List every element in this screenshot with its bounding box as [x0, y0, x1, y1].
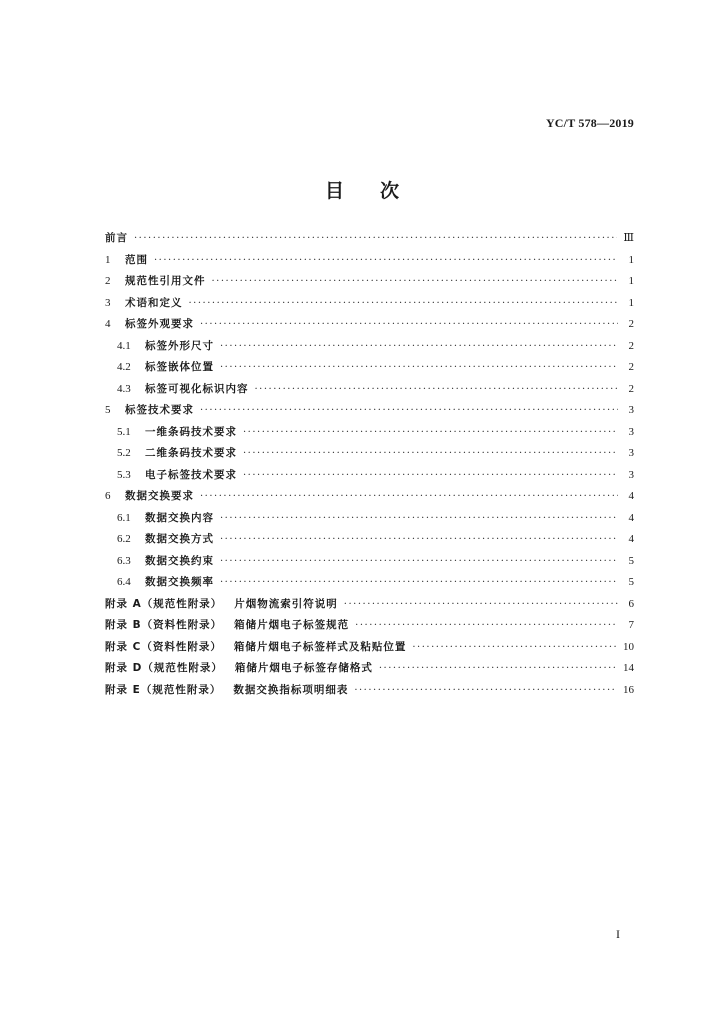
- toc-entry-label: 二维条码技术要求: [145, 447, 237, 459]
- toc-entry-label: 标签外形尺寸: [145, 339, 214, 352]
- toc-entry-page: 2: [628, 361, 634, 373]
- toc-dot-leader: [355, 620, 618, 631]
- toc-entry-label: 一维条码技术要求: [145, 425, 237, 438]
- table-of-contents: [105, 230, 634, 703]
- toc-entry-label: 数据交换指标项明细表: [233, 683, 349, 696]
- toc-entry-number: 1: [105, 253, 111, 266]
- toc-entry-page: 1: [628, 275, 634, 287]
- toc-entry-page: 1: [628, 296, 634, 309]
- toc-entry-appendix-prefix: 附录 C（资料性附录）: [105, 640, 222, 653]
- toc-entry[interactable]: [105, 617, 634, 639]
- toc-dot-leader: [412, 642, 617, 653]
- page-title: 目次: [324, 180, 435, 202]
- toc-entry-page: 10: [623, 640, 634, 653]
- toc-entry-label: 标签外观要求: [125, 318, 194, 330]
- toc-entry-label: 标签技术要求: [125, 404, 194, 416]
- toc-entry-page: 14: [623, 662, 634, 674]
- toc-entry-appendix-prefix: 附录 A（规范性附录）: [105, 597, 223, 610]
- toc-entry-number: 4.3: [117, 382, 131, 395]
- toc-entry[interactable]: [105, 424, 634, 446]
- toc-entry-page: 16: [623, 683, 634, 696]
- toc-dot-leader: [220, 362, 618, 373]
- toc-entry-number: 6.4: [117, 576, 131, 588]
- toc-entry[interactable]: [105, 682, 634, 704]
- toc-entry-number: 4: [105, 318, 111, 330]
- toc-entry[interactable]: [105, 639, 634, 661]
- toc-entry-number: 5.1: [117, 425, 131, 438]
- toc-entry-label: 箱储片烟电子标签样式及粘贴位置: [233, 640, 407, 653]
- toc-entry-number: 6.1: [117, 511, 131, 524]
- toc-entry-number: 3: [105, 296, 111, 309]
- toc-entry-label: 范围: [125, 253, 148, 266]
- toc-entry-number: 5: [105, 404, 111, 416]
- toc-entry-number: 4.2: [117, 361, 131, 373]
- toc-entry-page: 2: [628, 382, 634, 395]
- toc-entry[interactable]: [105, 295, 634, 317]
- toc-dot-leader: [220, 577, 618, 588]
- toc-dot-leader: [243, 470, 618, 481]
- toc-dot-leader: [189, 298, 619, 309]
- toc-entry-label: 数据交换内容: [145, 511, 214, 524]
- toc-entry-label: 箱储片烟电子标签规范: [234, 619, 350, 631]
- toc-entry-number: 6.2: [117, 533, 131, 545]
- toc-entry[interactable]: [105, 596, 634, 618]
- toc-entry-label: 片烟物流索引符说明: [234, 597, 338, 610]
- toc-entry[interactable]: [105, 230, 634, 252]
- toc-entry-label: 标签嵌体位置: [145, 361, 214, 373]
- toc-entry-label: 箱储片烟电子标签存储格式: [234, 662, 373, 674]
- toc-dot-leader: [220, 556, 618, 567]
- toc-entry-label: 前言: [105, 232, 128, 244]
- toc-dot-leader: [354, 685, 617, 696]
- toc-entry[interactable]: [105, 510, 634, 532]
- toc-entry-label: 数据交换方式: [145, 533, 214, 545]
- toc-entry-page: 5: [628, 576, 634, 588]
- toc-dot-leader: [379, 663, 617, 674]
- toc-entry-number: 5.2: [117, 447, 131, 459]
- toc-entry[interactable]: [105, 273, 634, 295]
- toc-entry-number: 4.1: [117, 339, 131, 352]
- toc-entry-number: 2: [105, 275, 111, 287]
- toc-dot-leader: [220, 534, 618, 545]
- toc-dot-leader: [220, 513, 618, 524]
- toc-dot-leader: [243, 448, 618, 459]
- toc-entry-page: 4: [628, 490, 634, 502]
- toc-entry-appendix-prefix: 附录 D（规范性附录）: [105, 662, 223, 674]
- toc-entry-label: 标签可视化标识内容: [145, 382, 249, 395]
- toc-entry[interactable]: [105, 402, 634, 424]
- toc-dot-leader: [200, 405, 618, 416]
- toc-entry[interactable]: [105, 553, 634, 575]
- toc-dot-leader: [344, 599, 618, 610]
- toc-entry[interactable]: [105, 531, 634, 553]
- toc-entry-appendix-prefix: 附录 B（资料性附录）: [105, 619, 223, 631]
- toc-entry-page: 1: [628, 253, 634, 266]
- toc-entry[interactable]: [105, 338, 634, 360]
- toc-entry-page: 4: [628, 533, 634, 545]
- toc-entry-page: 2: [628, 318, 634, 330]
- toc-entry-page: 4: [628, 511, 634, 524]
- toc-dot-leader: [200, 491, 618, 502]
- toc-entry-appendix-prefix: 附录 E（规范性附录）: [105, 683, 222, 696]
- toc-dot-leader: [134, 233, 617, 244]
- toc-entry[interactable]: [105, 660, 634, 682]
- toc-dot-leader: [243, 427, 618, 438]
- toc-entry-label: 电子标签技术要求: [145, 468, 237, 481]
- toc-dot-leader: [154, 255, 618, 266]
- toc-entry-page: 5: [628, 554, 634, 567]
- toc-entry[interactable]: [105, 252, 634, 274]
- toc-entry-label: 术语和定义: [125, 296, 183, 309]
- toc-entry[interactable]: [105, 359, 634, 381]
- toc-entry-number: 6.3: [117, 554, 131, 567]
- toc-entry-page: 7: [628, 619, 634, 631]
- toc-entry-label: 数据交换要求: [125, 490, 194, 502]
- toc-entry-page: 2: [628, 339, 634, 352]
- toc-entry-page: 3: [628, 404, 634, 416]
- toc-entry[interactable]: [105, 316, 634, 338]
- toc-entry-label: 规范性引用文件: [125, 275, 206, 287]
- document-code: YC/T 578—2019: [545, 116, 634, 130]
- toc-entry-number: 5.3: [117, 468, 131, 481]
- toc-entry-page: 3: [628, 447, 634, 459]
- toc-entry[interactable]: [105, 467, 634, 489]
- toc-dot-leader: [220, 341, 618, 352]
- page-number: I: [616, 927, 620, 941]
- toc-entry[interactable]: [105, 574, 634, 596]
- toc-entry-label: 数据交换约束: [145, 554, 214, 567]
- toc-entry-label: 数据交换频率: [145, 576, 214, 588]
- toc-entry-page: 6: [628, 597, 634, 610]
- toc-entry[interactable]: [105, 488, 634, 510]
- toc-entry-page: 3: [628, 425, 634, 438]
- toc-entry-page: 3: [628, 468, 634, 481]
- toc-dot-leader: [255, 384, 619, 395]
- toc-dot-leader: [200, 319, 618, 330]
- toc-dot-leader: [212, 276, 619, 287]
- toc-entry-number: 6: [105, 490, 111, 502]
- toc-entry[interactable]: [105, 381, 634, 403]
- toc-entry-page: Ⅲ: [623, 232, 634, 244]
- toc-entry[interactable]: [105, 445, 634, 467]
